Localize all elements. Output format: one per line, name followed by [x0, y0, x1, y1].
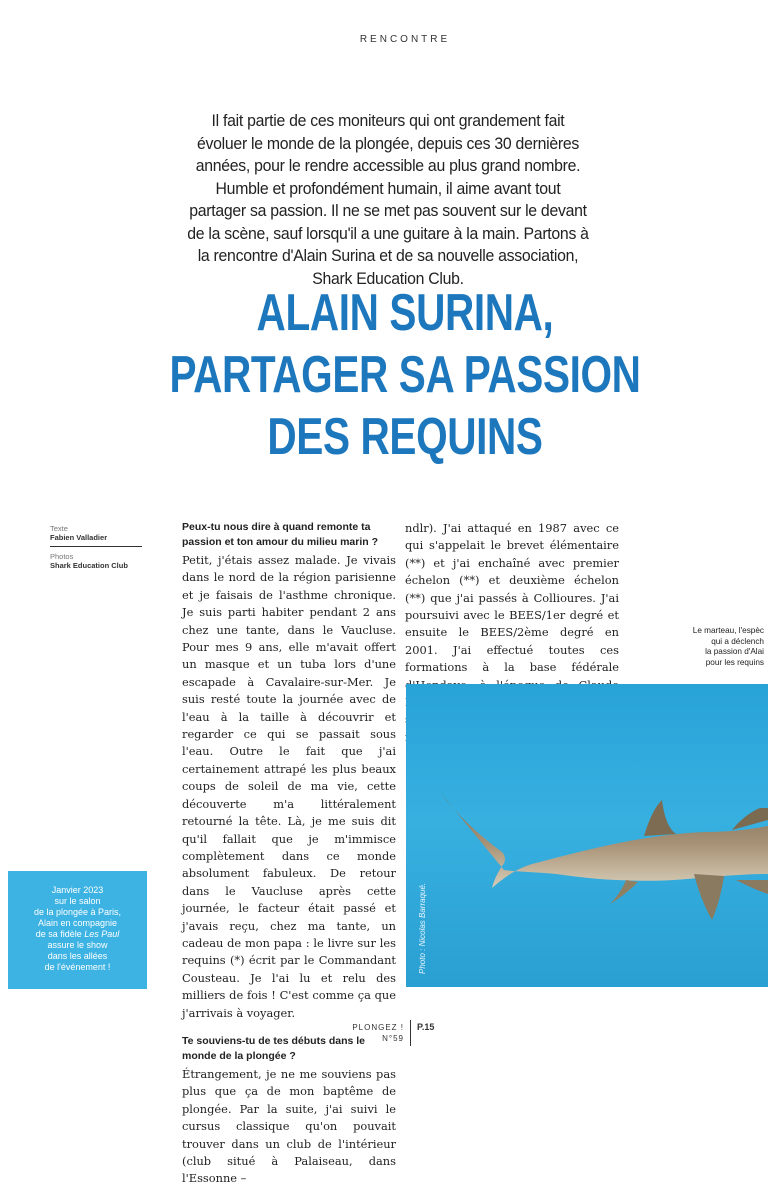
headline-line-2: PARTAGER SA PASSION — [169, 346, 641, 404]
caption-box-line-5-pre: de sa fidèle — [35, 929, 85, 939]
side-caption-line-4: pour les requins — [705, 657, 764, 667]
hammerhead-shark-photo — [406, 684, 768, 987]
issue-number: N°59 — [382, 1034, 404, 1043]
caption-box-line-4: Alain en compagnie — [37, 918, 118, 928]
photo-credit: Photo : Nicolas Barraqué. — [418, 882, 427, 974]
caption-box-line-6: assure le show — [47, 940, 108, 950]
question-2: Te souviens-tu de tes débuts dans le monde de la plongée ? — [182, 1034, 366, 1062]
caption-box-line-3: de la plongée à Paris, — [33, 907, 122, 917]
caption-box-guitar-name: Les Paul — [84, 929, 120, 939]
answer-2: Étrangement, je ne me souviens pas plus que ça de mon baptême de plongée. Par la suite, j'ai suivi le cursus classique qu'on pouvait trouver dans un club de l'intérieur (club situé à Palaiseau, dans l'Essonne – — [182, 1066, 396, 1186]
caption-box-line-8: de l'événement ! — [44, 962, 111, 972]
shark-illustration — [406, 684, 768, 987]
caption-box-line-5 — [12, 929, 143, 940]
photos-credit-label: Photos — [50, 552, 74, 561]
caption-box-line-2: sur le salon — [54, 896, 101, 906]
side-caption-line-1: Le marteau, l'espèc — [692, 626, 764, 635]
question-1: Peux-tu nous dire à quand remonte ta passion et ton amour du milieu marin ? — [182, 521, 379, 548]
caption-box-line-7: dans les allées — [47, 951, 108, 961]
side-caption-line-3: la passion d'Alai — [705, 647, 764, 656]
magazine-name: PLONGEZ ! — [352, 1023, 404, 1032]
intro-paragraph: Il fait partie de ces moniteurs qui ont grandement fait évoluer le monde de la plongée, depuis ces 30 dernières années, pour le rendre accessible au plus grand nombre. Humble et profondément humain, il aime avant tout partager sa passion. Il ne se met pas souvent sur le devant de la scène, sauf lorsqu'il a une guitare à la main. Partons à la rencontre d'Alain Surina et de sa nouvelle association, Shark Education Club. — [187, 111, 589, 288]
article-column-1 — [182, 520, 396, 1200]
headline-line-1: ALAIN SURINA, — [256, 284, 554, 342]
credits-block — [50, 524, 150, 570]
footer-divider — [410, 1020, 411, 1046]
answer-2-continued: ndlr). J'ai attaqué en 1987 avec ce qui s'appelait le brevet élémentaire (**) et j'ai enchaîné avec premier échelon (**) et deuxième échelon (**) que j'ai passés à Collioures. J'ai poursuivi avec le BEES/1er degré et ensuite le BEES/2ème degré en 2001. J'ai effectué toutes ces formations à la base fédérale — [405, 521, 619, 675]
footer-magazine — [330, 1022, 404, 1044]
section-label: RENCONTRE — [359, 34, 451, 45]
page-number: P.15 — [417, 1022, 435, 1032]
credits-divider — [50, 546, 142, 547]
side-caption-line-2: qui a déclench — [711, 636, 764, 646]
caption-box-line-1: Janvier 2023 — [51, 885, 104, 895]
article-headline — [167, 282, 643, 468]
headline-line-3: DES REQUINS — [267, 408, 543, 466]
text-credit-author: Fabien Valladier — [50, 533, 108, 542]
guitar-photo-caption — [8, 871, 147, 989]
text-credit-label: Texte — [50, 524, 68, 533]
photos-credit-author: Shark Education Club — [50, 561, 128, 570]
shark-photo-caption — [668, 626, 764, 668]
answer-1: Petit, j'étais assez malade. Je vivais dans le nord de la région parisienne et je faisais de l'asthme chronique. Je suis parti habiter pendant 2 ans chez une tante, dans le Vaucluse. Pour mes 9 ans, elle m'avait offert un masque et un tuba lors d'une escapade à Cavalaire-sur-Mer. Je suis resté toute la journée avec de l'eau à la taille à découvrir et regarder ce qui se passait sous l'eau. Outre le fait que j'ai certainement attrapé les plus beaux coups de soleil de ma vie, cette découverte m'a littéralement retourné la tête. Là, je me suis dit qu'il fallait que je m'immisce complètement dans ce monde absolument fabuleux. De retour dans le Vaucluse après cette journée, le facteur était passé et j'avais reçu, chez ma tante, un cadeau de mon papa : le livre sur les requins (*) écrit par le Commandant Cousteau. Je l'ai lu et relu des milliers de fois ! C'est comme ça que j'arrivais à voyager. — [182, 553, 396, 1020]
